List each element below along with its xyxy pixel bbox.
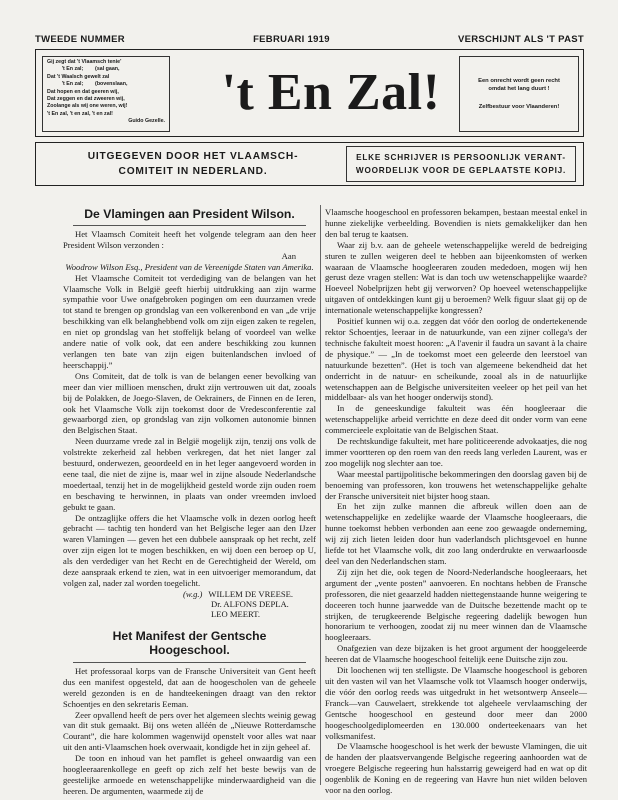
article-title: De Vlamingen aan President Wilson. <box>84 207 295 221</box>
signatory: LEO MEERT. <box>211 608 260 619</box>
poem-line: 't En zal, 't en zal, 't en zal! <box>47 110 113 117</box>
signatory: Dr. ALFONS DEPLA. <box>211 598 289 609</box>
masthead <box>35 49 584 137</box>
column-divider <box>320 205 321 785</box>
right-column <box>325 207 587 796</box>
frequency-label: VERSCHIJNT ALS 'T PAST <box>457 34 584 45</box>
motto-slogan: Zelfbestuur voor Vlaanderen! <box>478 104 560 110</box>
publisher-info <box>58 149 328 179</box>
poem-line: Zoolange als wij one weren, wij! <box>47 103 128 110</box>
poem-line: Dat 't Waalsch gewelt zal <box>47 73 110 80</box>
signature-wg: (w.g.) <box>183 588 203 599</box>
paragraph: Waar zij b.v. aan de geheele wetenschappelijke wereld de bedreiging sturen te zullen weigeren deel te hebben aan bijeenkomsten of werken waaraan de Vlaamsche hoogleeraren zouden mededoen, mogen wij hen gerust deze vragen stellen: Wat is dan toch uw wetenschappelijke waarde? Hoeveel Nobelprijzen hebt gij verworven? Op hoeveel wetenschappelijke uitgaven of ontdekkingen kunt gij u beroemen? Welk figuur slaat gij op de internationale wetenschappelijke kongressen? <box>325 239 587 316</box>
addressee: Woodrow Wilson Esq., President van de Vereenigde Staten van Amerika. <box>65 261 314 272</box>
disclaimer-box <box>346 146 576 182</box>
signatory: WILLEM DE VREESE. <box>208 588 293 599</box>
paragraph: De Vlaamsche hoogeschool is het werk der bewuste Vlamingen, die uit de handen der plaatsvervangende Belgische regeering aanhoorden wat de vroegere Belgische regeering hun halsstarrig geweigerd had en wat op dit oogenblik de Koning en de regeering van Havre hun niet wilden beloven voor na den oorlog. <box>325 741 587 796</box>
title-rule <box>73 225 306 226</box>
article-title <box>63 629 316 657</box>
poem-line: Gij zegt dat 't Vlaamsch tenie' <box>47 59 122 65</box>
paragraph: Onafgezien van deze bijzaken is het groot argument der hooggeleerde heeren dat de Vlaamsche hoogeschool feitelijk eene Duitsche zijn zou. <box>325 643 587 665</box>
poem-author: Guido Gezelle. <box>128 118 165 125</box>
publisher-line: COMITEIT IN NEDERLAND. <box>118 166 268 177</box>
paragraph: De rechtskundige fakulteit, met hare politiceerende advokaatjes, die nog immer voortteren op den roem van den reeds lang verleden Laurent, was er zoo mogelijk nog slechter aan toe. <box>325 436 587 468</box>
motto-line: omdat het lang duurt ! <box>488 86 550 92</box>
masthead-motto <box>459 56 579 132</box>
paragraph: Het professoraal korps van de Fransche Universiteit van Gent heeft dus een manifest opgesteld, dat aan de hoogescholen van de geheele wereld gezonden is en de handteekeningen draagt van den rektor Schoentjes en den sekretaris Eeman. <box>63 665 316 709</box>
paragraph: Het Vlaamsch Comiteit heeft het volgende telegram aan den heer President Wilson verzonden : <box>63 229 316 250</box>
paragraph: Dit loochenen wij ten stelligste. De Vlaamsche hoogeschool is geboren uit den vasten wil van het Vlaamsche volk tot Vlaamsch hooger onderwijs, die vóór den oorlog reeds was uitgedrukt in het wetsontwerp Anseele—Franck—van Cauwelaert, strekkende tot algeheele vervlaamsching der Gentsche hoogeschool en gesteund door meer dan 2000 hoogeschoolgediplomeerden en 130.000 onderteekenaars van het volksmanifest. <box>325 665 587 741</box>
motto-line: Een onrecht wordt geen recht <box>478 78 560 84</box>
paragraph: Zij zijn het die, ook tegen de Noord-Nederlandsche hoogleeraars, het argument der „vente posten” aanvoeren. En nochtans hebben de Fransche professoren, die niet geaarzeld hadden niettegenstaande hunne weigering te doceeren toch hunne jaarwedde van de Duitsche bezettende macht op te strijken, de terugkeerende Belgische regeering dadelijk bewogen hun honorarium te verhoogen, zoodat zij nu meer winnen dan de Vlaamsche hoogleeraars. <box>325 566 587 643</box>
title-line: Hoogeschool. <box>149 642 230 657</box>
poem-line: 't En zal; (bovenslaan, <box>47 81 128 88</box>
poem-line: Dat hopen en dat geeren wij, <box>47 88 119 95</box>
publisher-line: UITGEGEVEN DOOR HET VLAAMSCH- <box>87 151 299 162</box>
paragraph: In de geneeskundige fakulteit was één hoogleeraar die wetenschappelijke arbeid verrichtte en deze deed dit onder vorm van eene commercieele exploitatie van de Belgischen Staat. <box>325 403 587 436</box>
poem-line: 't En zal; (sal gaan, <box>47 66 120 73</box>
paragraph: Het Vlaamsche Comiteit tot verdediging van de belangen van het Vlaamsche Volk in België geeft hierbij uitdrukking aan zijn warme sympathie voor Uwe onafgebroken pogingen om een duurzamen vrede tot stand te brengen op grondslag van een volkerenbond en van „de vrije beschikking van elk belanghebbend volk om zijn eigen zaken te regelen, en niet op grondslag van het stoffelijk belang of voordeel van welke andere natie of volk ook, dat een andere beschikking zou kunnen verlangen ten bate van zijn eigen buitenlandschen invloed of heerschappij.” <box>63 272 316 370</box>
paragraph: De ontzaglijke offers die het Vlaamsche volk in dezen oorlog heeft gebracht — tachtig ten honderd van het Belgische leger aan den IJzer waren Vlamingen — geven het een dubbele aanspraak op het recht, zelf over zijn eigen lot te mogen beschikken, en wij doen een beroep op U, als den verdediger van het Recht en de Gerechtigheid der Wereld, om deze aanspraak erkend te zien, wat in een uitvoeriger memorandum, dat volgen zal, nader zal worden toegelicht. <box>63 512 316 588</box>
paragraph: Ons Comiteit, dat de tolk is van de belangen eener bevolking van meer dan vier millioen menschen, drukt zijn vertrouwen uit dat, zooals bij de Polakken, de Joego-Slaven, de Oekrainers, de Finnen en de Ieren, ook het Vlaamsche Volk zijn toekomst door de Vredesconferentie zal gewaarborgd zien, op grondslag van zijn volkomen autonomie binnen den Belgischen Staat. <box>63 370 316 436</box>
disclaimer-line: WOORDELIJK VOOR DE GEPLAATSTE KOPIJ. <box>355 166 567 175</box>
paragraph: Positief kunnen wij o.a. zeggen dat vóór den oorlog de ondertekenende rektor Schoentjes, leeraar in de natuurkunde, van een zijner collega's der technische fakulteit moest hooren: „A l'avenir il faudra un savant à la chaire de physique.” — „In de toekomst moet een geleerde den leerstoel van natuurkunde bezetten”. (Het is toch van algemeene bekendheid dat het onderricht in de natuur- en scheikunde, zooal als in de natuurlijke wetenschappen aan de Belgische universiteiten veeleer op het peil van het middelbaar- als van het hooger onderwijs stond). <box>325 316 587 403</box>
paragraph: Waar meestal partijpolitische bekommeringen den doorslag gaven bij de benoeming van professoren, kon trouwens het wetenschappelijke gehalte der Fransche universiteit niet bijster hoog staan. <box>325 468 587 501</box>
left-column <box>63 207 316 796</box>
newspaper-title: 't En Zal! <box>221 64 441 121</box>
top-line <box>35 34 584 45</box>
signature-block <box>63 589 316 619</box>
paragraph: De toon en inhoud van het pamflet is geheel onwaardig van een hoogleeraarenkollege en geeft op zich zelf het beste bewijs van de geestelijke armoede en wetenschappelijke minderwaardigheid van die heeren. De argumenten, waarmede zij de <box>63 753 316 796</box>
issue-date: FEBRUARI 1919 <box>253 34 330 45</box>
title-rule <box>73 662 306 663</box>
paragraph: Neen duurzame vrede zal in België mogelijk zijn, tenzij ons volk de volstrekte zekerheid zal hebben verkregen, dat het niet langer zal bestuurd, onderwezen, geoordeeld en in het leger aangevoerd worden in eene taal, die niet de zijne is, maar wel in zijne alsoude Nederlandsche moedertaal, tenzij het in de mogelijkheid gesteld worde zijn ouden roem en beschaving te herwinnen, in plaats van onder vreemden invloed gebukt te gaan. <box>63 436 316 512</box>
title-line: Het Manifest der Gentsche <box>112 628 267 643</box>
publisher-box <box>35 142 584 186</box>
poem-line: Dat zeggen en dat zweeren wij, <box>47 96 125 103</box>
address-to: Aan <box>281 250 296 261</box>
paragraph: Zeer opvallend heeft de pers over het algemeen slechts weinig gewag van dit stuk gemaakt. Bij ons weten alléén de „Nieuwe Rotterdamsche Courant”, die hare kolommen wagenwijd openstelt voor alles wat naar uit den anti-Vlaamschen hoek overwaait, kondigde het in zijn geheel af. <box>63 709 316 753</box>
masthead-poem <box>42 56 170 132</box>
paragraph: En het zijn zulke mannen die afbreuk willen doen aan de wetenschappelijke en zedelijke waarde der Vlaamsche hoogleeraars, die hunne toekomst hebben verbonden aan eene zoo gewaagde onderneming, wij zij zich lieten leiden door hun vaderlandsch plichtsgevoel en hunne liefde tot het Vlaamsche volk, dit zoo lang onderdrukte en verwaarloosde deel van den Nederlandschen stam. <box>325 501 587 566</box>
disclaimer-line: ELKE SCHRIJVER IS PERSOONLIJK VERANT- <box>356 153 566 162</box>
paragraph: Vlaamsche hoogeschool en professoren bekampen, bestaan meestal enkel in hunne ziekelijke verbeelding. Bovendien is niets gemakkelijker dan hen den bal terug te kaatsen. <box>325 207 587 239</box>
issue-label: TWEEDE NUMMER <box>35 34 125 45</box>
